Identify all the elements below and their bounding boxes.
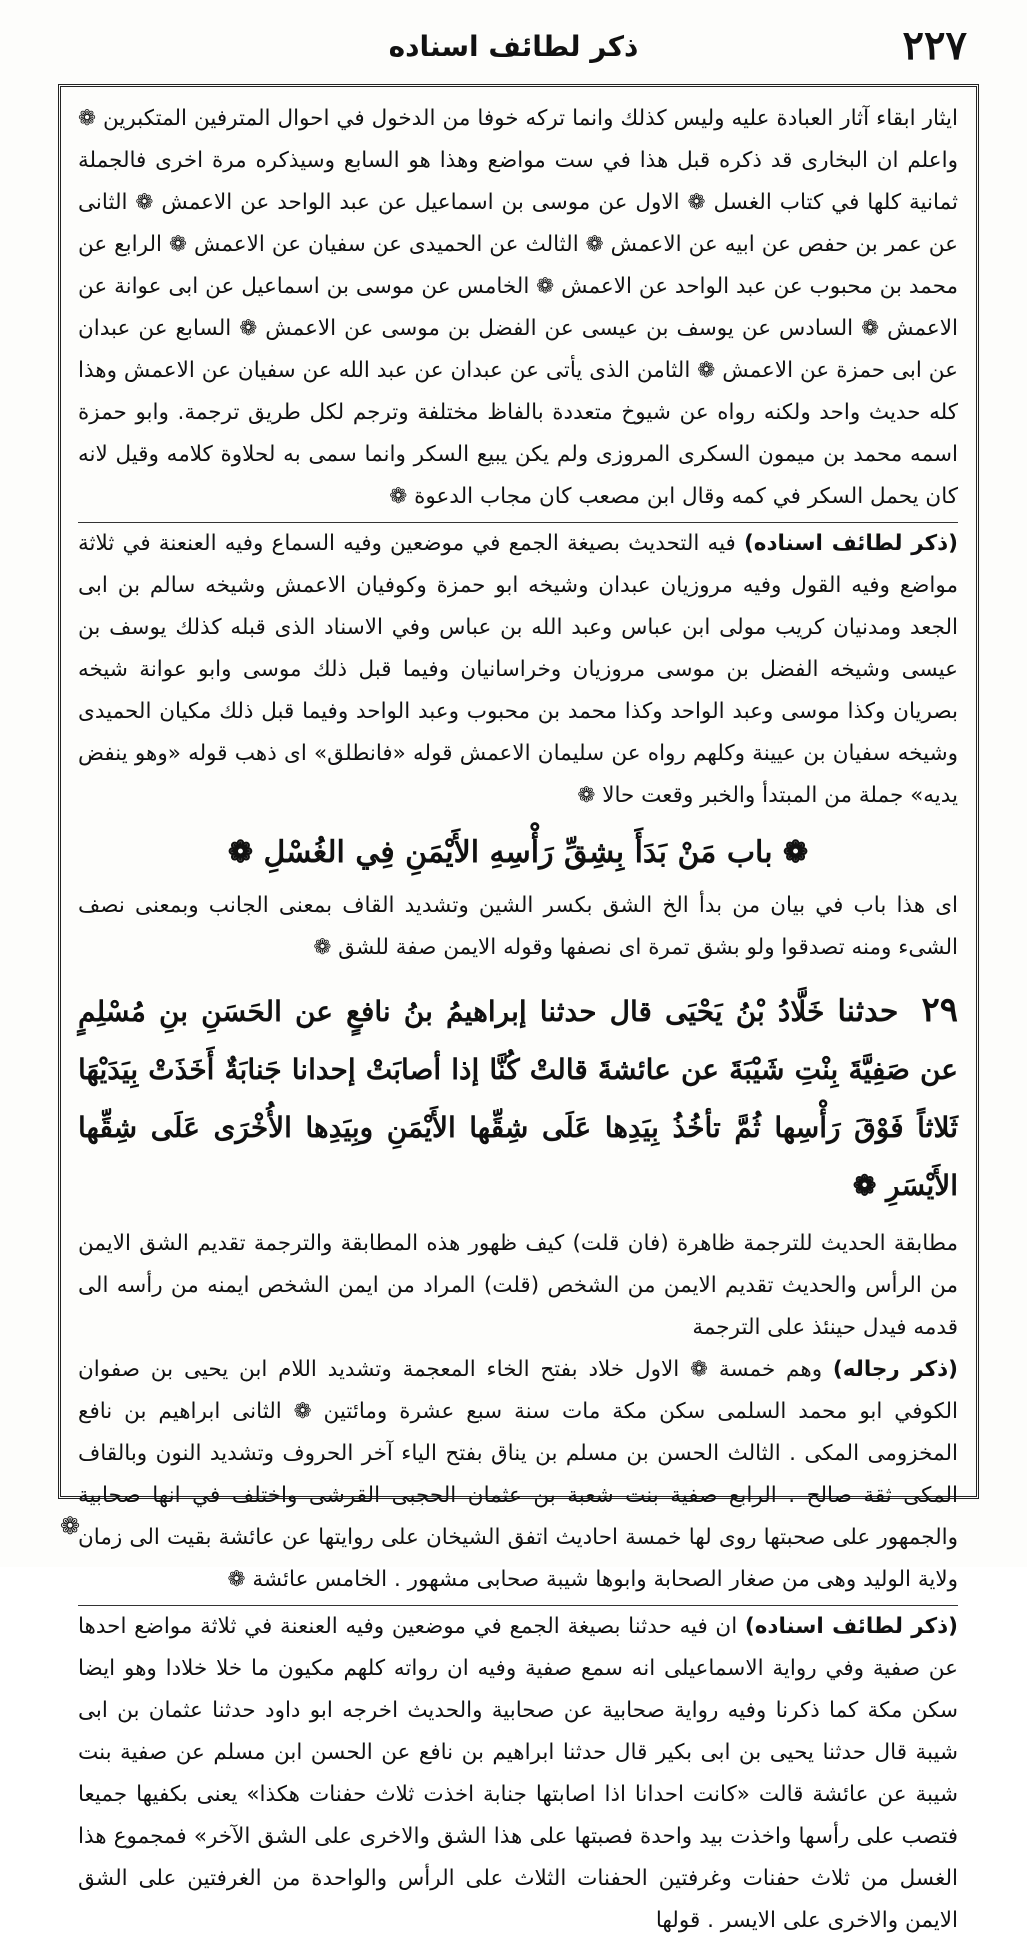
- hadith-text: خَلَّادُ بْنُ يَحْيَى قال حدثنا إبراهيمُ بنُ نافعٍ عن الحَسَنِ بنِ مُسْلِمٍ عن صَفِيَّةَ بِنْتِ شَيْبَةَ عن عائشةَ قالتْ كُنَّا إذا أصابَتْ إحدانا جَنابَةٌ أَخَذَتْ بِيَدَيْهَا ثَلاثاً فَوْقَ رَأْسِها ثُمَّ تأخُذُ بِيَدِها عَلَى شِقِّها الأَيْمَنِ وبِيَدِها الأُخْرَى عَلَى شِقِّها الأَيْسَرِ ❁: [78, 995, 958, 1202]
- chapter-explanation: [78, 885, 958, 969]
- page-number: ٢٢٧: [902, 22, 967, 69]
- hadith-text-block: [78, 981, 958, 1215]
- footer-ornament-icon: ❁: [60, 1512, 81, 1540]
- commentary-paragraph-4: [78, 1349, 958, 1601]
- commentary-paragraph-2: [78, 523, 958, 817]
- paragraph-text: وهم خمسة ❁ الاول خلاد بفتح الخاء المعجمة وتشديد اللام ابن يحيى بن صفوان الكوفي ابو محمد السلمى سكن مكة مات سنة سبع عشرة ومائتين ❁ الثانى ابراهيم بن نافع المخزومى المكى . الثالث الحسن بن مسلم بن يناق بفتح الياء آخر الحروف وتشديد النون وبالقاف المكى ثقة صالح . الرابع صفية بنت شعبة بن عثمان الحجبى القرشى واختلف في انها صحابية والجمهور على صحبتها روى لها خمسة احاديث اتفق الشيخان على روايتها عن عائشة بقيت الى زمان ولاية الوليد وهى من صغار الصحابة وابوها شيبة صحابى مشهور . الخامس عائشة ❁: [78, 1357, 958, 1592]
- paragraph-text: ان فيه حدثنا بصيغة الجمع في موضعين وفيه العنعنة في ثلاثة مواضع احدها عن صفية وفي رواية الاسماعيلى انه سمع صفية وفيه ان رواته كلهم مكيون ما خلا خلادا وهو ايضا سكن مكة كما ذكرنا وفيه رواية صحابية عن صحابية والحديث اخرجه ابو داود حدثنا عثمان بن ابى شيبة قال حدثنا يحيى بن ابى بكير قال حدثنا ابراهيم بن نافع عن الحسن ابن مسلم عن صفية بنت شيبة عن عائشة قالت «كانت احدانا اذا اصابتها جنابة اخذت ثلاث حفنات هكذا» يعنى بكفيها جميعا فتصب على رأسها واخذت بيد واحدة فصبتها على هذا الشق والاخرى على الشق الآخر» فمجموع هذا الغسل من ثلاث حفنات وغرفتين الحفنات الثلاث على الرأس والواحدة من الغرفتين على الشق الايمن والاخرى على الايسر . قولها: [78, 1614, 958, 1933]
- paragraph-text: فيه التحديث بصيغة الجمع في موضعين وفيه السماع وفيه العنعنة في ثلاثة مواضع وفيه القول وفيه مروزيان عبدان وشيخه ابو حمزة وكوفيان الاعمش وشيخه سالم بن ابى الجعد ومدنيان كريب مولى ابن عباس وعبد الله بن عباس وفي الاسناد الذى قبله كذلك يوسف بن عيسى وشيخه الفضل بن موسى مروزيان وخراسانيان وفيما قبل ذلك موسى وابو عوانة شيخه بصريان وكذا موسى وعبد الواحد وكذا محمد بن محبوب وعبد الواحد وفيما قبل ذلك مكيان الحميدى وشيخه سفيان بن عيينة وكلهم رواه عن سليمان الاعمش قوله «فانطلق» اى ذهب قوله «وهو ينفض يديه» جملة من المبتدأ والخبر وقعت حالا ❁: [78, 531, 958, 808]
- hadith-number: ٢٩: [921, 990, 959, 1030]
- chapter-title: ❁ باب مَنْ بَدَأَ بِشِقِّ رَأْسِهِ الأَيْمَنِ فِي الغُسْلِ ❁: [227, 835, 809, 870]
- commentary-paragraph-1: [78, 98, 958, 518]
- section-heading: (ذكر لطائف اسناده): [744, 1614, 958, 1639]
- page-header: [60, 22, 967, 80]
- commentary-paragraph-5: [78, 1606, 958, 1942]
- hadith-label: حدثنا: [837, 994, 899, 1029]
- paragraph-text: مطابقة الحديث للترجمة ظاهرة (فان قلت) كيف ظهور هذه المطابقة والترجمة تقديم الشق الايمن من الرأس والحديث تقديم الايمن من الشخص (قلت) المراد من ايمن الشخص ايمنه من رأسه الى قدمه فيدل حينئذ على الترجمة: [78, 1231, 958, 1340]
- paragraph-text: اى هذا باب في بيان من بدأ الخ الشق بكسر الشين وتشديد القاف بمعنى الجانب وبمعنى نصف الشىء ومنه تصدقوا ولو بشق تمرة اى نصفها وقوله الايمن صفة للشق ❁: [78, 893, 958, 960]
- main-text: [78, 98, 959, 1933]
- paragraph-text: ايثار ابقاء آثار العبادة عليه وليس كذلك وانما تركه خوفا من الدخول في احوال المترفين المتكبرين ❁ واعلم ان البخارى قد ذكره قبل هذا في ست مواضع وهذا هو السابع وسيذكره مرة اخرى فالجملة ثمانية كلها في كتاب الغسل ❁ الاول عن موسى بن اسماعيل عن عبد الواحد عن الاعمش ❁ الثانى عن عمر بن حفص عن ابيه عن الاعمش ❁ الثالث عن الحميدى عن سفيان عن الاعمش ❁ الرابع عن محمد بن محبوب عن عبد الواحد عن الاعمش ❁ الخامس عن موسى بن اسماعيل عن ابى عوانة عن الاعمش ❁ السادس عن يوسف بن عيسى عن الفضل بن موسى عن الاعمش ❁ السابع عن عبدان عن ابى حمزة عن الاعمش ❁ الثامن الذى يأتى عن عبدان عن عبد الله عن سفيان عن الاعمش وهذا كله حديث واحد ولكنه رواه عن شيوخ متعددة بالفاظ مختلفة وترجم لكل طريق ترجمة. وابو حمزة اسمه محمد بن ميمون السكرى المروزى ولم يكن يبيع السكر وانما سمى به لحلاوة كلامه وقيل لانه كان يحمل السكر في كمه وقال ابن مصعب كان مجاب الدعوة ❁: [78, 106, 958, 509]
- commentary-paragraph-3: [78, 1223, 958, 1349]
- section-heading: (ذكر لطائف اسناده): [743, 531, 958, 556]
- section-heading: (ذكر رجاله): [832, 1357, 958, 1382]
- running-title: ذكر لطائف اسناده: [388, 30, 639, 63]
